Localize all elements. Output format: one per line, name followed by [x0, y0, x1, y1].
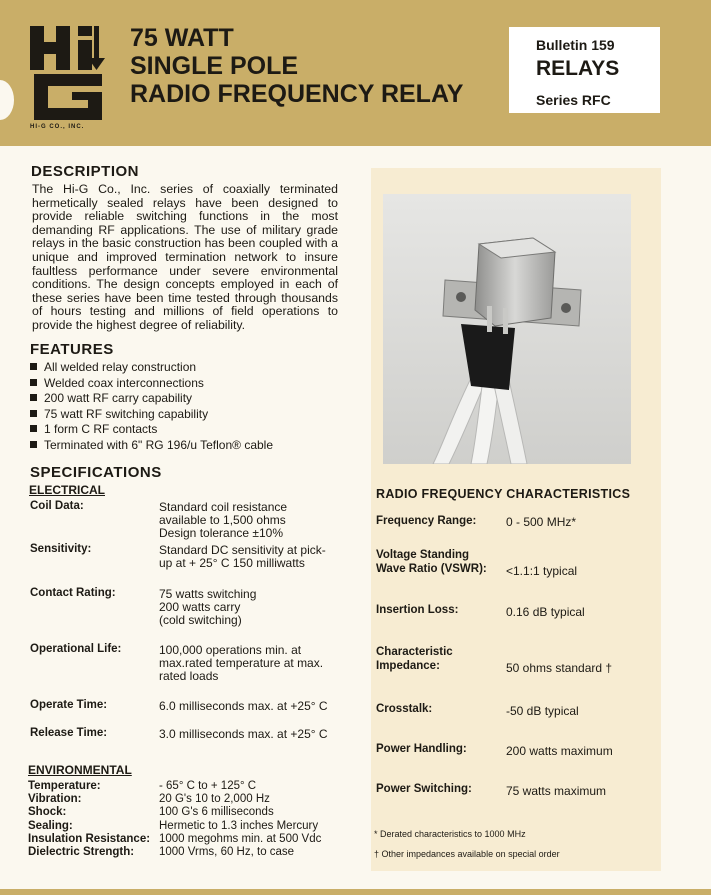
hi-g-logo [28, 22, 108, 122]
specifications-heading: SPECIFICATIONS [30, 464, 162, 481]
spec-label-sensitivity: Sensitivity: [30, 543, 92, 555]
logo-caption: HI-G CO., INC. [30, 124, 85, 130]
rf-label-power-handling: Power Handling: [376, 743, 467, 755]
environmental-heading: ENVIRONMENTAL [28, 763, 132, 777]
feature-item: 1 form C RF contacts [30, 422, 273, 438]
rf-label-frequency-range: Frequency Range: [376, 515, 477, 527]
env-row: Sealing: Hermetic to 1.3 inches Mercury [28, 819, 319, 832]
bullet-square-icon [30, 363, 37, 370]
bulletin-box [509, 27, 660, 113]
env-row: Shock: 100 G's 6 milliseconds [28, 806, 274, 819]
spec-label-coil-data: Coil Data: [30, 500, 84, 512]
rf-value-vswr: <1.1:1 typical [506, 564, 578, 578]
bullet-square-icon [30, 410, 37, 417]
spec-value-contact-rating: 75 watts switching 200 watts carry (cold switching) [159, 587, 257, 627]
bullet-square-icon [30, 441, 37, 448]
rf-label-crosstalk: Crosstalk: [376, 703, 433, 715]
rf-label-insertion-loss: Insertion Loss: [376, 604, 459, 616]
feature-item: 75 watt RF switching capability [30, 407, 273, 423]
env-row: Dielectric Strength: 1000 Vrms, 60 Hz, to case [28, 845, 295, 858]
footer-band [0, 889, 711, 895]
spec-value-coil-data: Standard coil resistance available to 1,500 ohms Design tolerance ±10% [159, 500, 288, 540]
spec-label-operate-time: Operate Time: [30, 699, 108, 711]
bulletin-category: RELAYS [536, 57, 620, 80]
description-text: The Hi-G Co., Inc. series of coaxially terminated hermetically sealed relays have been designed to provide reliable switching functions in the most demanding RF applications. The use of military grade relays in the basic construction has been coupled with a unique and improved termination network to insure faultless performance under severe environmental conditions. The design concepts employed in each of these series have been time tested through thousands of hours testing and millions of field operations to provide the highest degree of reliability. [32, 182, 338, 332]
bullet-square-icon [30, 425, 37, 432]
spec-value-operate-time: 6.0 milliseconds max. at +25° C [159, 699, 328, 713]
rf-value-impedance: 50 ohms standard † [506, 661, 613, 675]
bullet-square-icon [30, 379, 37, 386]
rf-label-vswr: Voltage Standing Wave Ratio (VSWR): [376, 549, 487, 575]
product-title [130, 24, 463, 108]
spec-label-release-time: Release Time: [30, 727, 108, 739]
rf-value-insertion-loss: 0.16 dB typical [506, 605, 585, 619]
rf-label-impedance: Characteristic Impedance: [376, 646, 453, 672]
rf-footnote: † Other impedances available on special order [374, 849, 560, 859]
header-band [0, 0, 711, 146]
relay-photo [383, 194, 631, 464]
electrical-heading: ELECTRICAL [29, 483, 105, 497]
rf-value-power-handling: 200 watts maximum [506, 744, 613, 758]
spec-value-operational-life: 100,000 operations min. at max.rated temperature at max. rated loads [159, 643, 324, 683]
feature-item: All welded relay construction [30, 360, 273, 376]
feature-item: Terminated with 6" RG 196/u Teflon® cable [30, 438, 273, 454]
feature-item: 200 watt RF carry capability [30, 391, 273, 407]
bulletin-number: Bulletin 159 [536, 37, 615, 53]
spec-value-sensitivity: Standard DC sensitivity at pick- up at + 25° C 150 milliwatts [159, 543, 326, 570]
rf-footnote: * Derated characteristics to 1000 MHz [374, 829, 526, 839]
bulletin-series: Series RFC [536, 92, 611, 108]
punch-hole [0, 80, 14, 120]
rf-heading: RADIO FREQUENCY CHARACTERISTICS [376, 487, 631, 501]
rf-value-power-switching: 75 watts maximum [506, 784, 607, 798]
environmental-specs [28, 780, 321, 859]
spec-label-operational-life: Operational Life: [30, 643, 122, 655]
features-list [30, 360, 273, 453]
env-row: Insulation Resistance: 1000 megohms min. at 500 Vdc [28, 832, 322, 845]
rf-value-frequency-range: 0 - 500 MHz* [506, 515, 577, 529]
spec-label-contact-rating: Contact Rating: [30, 587, 116, 599]
feature-item: Welded coax interconnections [30, 376, 273, 392]
features-heading: FEATURES [30, 341, 114, 358]
description-heading: DESCRIPTION [31, 163, 140, 180]
env-row: Temperature: - 65° C to + 125° C [28, 780, 257, 792]
bullet-square-icon [30, 394, 37, 401]
title-line: 75 WATT [130, 24, 234, 52]
rf-value-crosstalk: -50 dB typical [506, 704, 579, 718]
title-line: RADIO FREQUENCY RELAY [130, 80, 464, 108]
title-line: SINGLE POLE [130, 52, 299, 80]
env-row: Vibration: 20 G's 10 to 2,000 Hz [28, 793, 270, 806]
spec-value-release-time: 3.0 milliseconds max. at +25° C [159, 727, 328, 741]
rf-label-power-switching: Power Switching: [376, 783, 472, 795]
